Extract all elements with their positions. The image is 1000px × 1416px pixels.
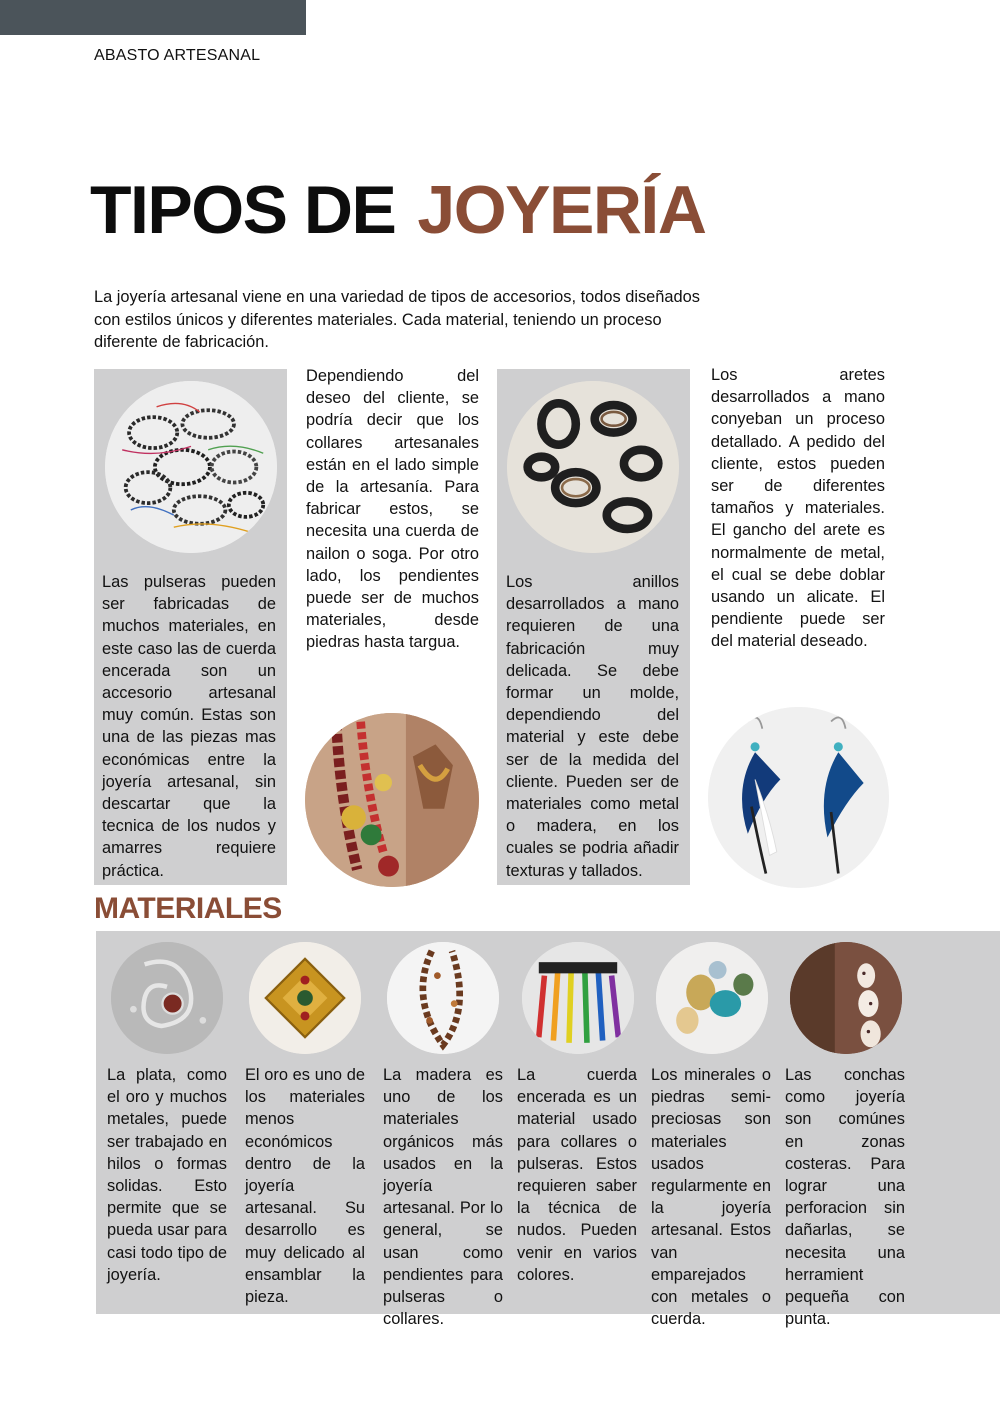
gold-photo (249, 942, 361, 1054)
section-label: ABASTO ARTESANAL (94, 47, 261, 64)
cord-text: La cuerda encerada es un material usado para collares o pulseras. Estos requieren saber la técnica de nudos. Pueden venir en varios colores. (517, 1066, 637, 1284)
gold-text: El oro es uno de los materiales menos económicos dentro de la joyería artesanal. Su desarrollo es muy delicado al ensamblar la pieza. (245, 1066, 365, 1307)
bracelets-photo (105, 381, 277, 553)
materials-title: MATERIALES (94, 892, 282, 925)
wood-photo (387, 942, 499, 1054)
intro-paragraph: La joyería artesanal viene en una variedad de tipos de accesorios, todos diseñados con estilos únicos y diferentes materiales. Cada material, teniendo un proceso diferente de fabricación. (94, 288, 700, 351)
silver-photo (111, 942, 223, 1054)
shells-photo (790, 942, 902, 1054)
rings-text: Los anillos desarrollados a mano requieren de una fabricación muy delicada. Se debe formar un molde, dependiendo del material y este debe ser de la medida del cliente. Pueden ser de materiales como metal o madera, en los cuales se podria añadir texturas y tallados. (506, 573, 679, 880)
silver-text: La plata, como el oro y muchos metales, puede ser trabajado en hilos o formas solidas. Esto permite que se pueda usar para casi todo tipo de joyería. (107, 1066, 227, 1284)
stones-text: Los minerales o piedras semi-preciosas son materiales usados regularmente en la joyería artesanal. Estos van emparejados con metales o cuerda. (651, 1066, 771, 1329)
rings-photo (507, 381, 679, 553)
earrings-text: Los aretes desarrollados a mano conyeban un proceso detallado. A pedido del cliente, estos pueden ser de diferentes tamaños y materiales. El gancho del arete es normalmente de metal, el cual se debe doblar usando un alicate. El pendiente puede ser del material deseado. (711, 366, 885, 651)
earrings-photo (708, 707, 889, 888)
necklaces-photo (305, 713, 479, 887)
necklaces-text: Dependiendo del deseo del cliente, se podría decir que los collares artesanales están en el lado simple de la artesanía. Para fabricar estos, se necesita una cuerda de nailon o soga. Por otro lado, los pendientes puede ser de muchos materiales, desde piedras hasta targua. (306, 367, 479, 652)
title-part-1: TIPOS DE (90, 172, 396, 248)
cord-photo (522, 942, 634, 1054)
title-part-2: JOYERÍA (417, 172, 706, 248)
shells-text: Las conchas como joyería son comúnes en zonas costeras. Para lograr una perforacion sin dañarlas, se necesita una herramient pequeña con punta. (785, 1066, 905, 1329)
wood-text: La madera es uno de los materiales orgánicos más usados en la joyería artesanal. Por lo general, se usan como pendientes para pulseras o collares. (383, 1066, 503, 1329)
stones-photo (656, 942, 768, 1054)
bracelets-text: Las pulseras pueden ser fabricadas de muchos materiales, en este caso las de cuerda encerada son un accesorio artesanal muy común. Estas son una de las piezas mas económicas entre la joyería artesanal, sin descartar que la tecnica de los nudos y amarres requiere práctica. (102, 573, 276, 880)
top-bar (0, 0, 306, 35)
page-title (90, 170, 705, 250)
